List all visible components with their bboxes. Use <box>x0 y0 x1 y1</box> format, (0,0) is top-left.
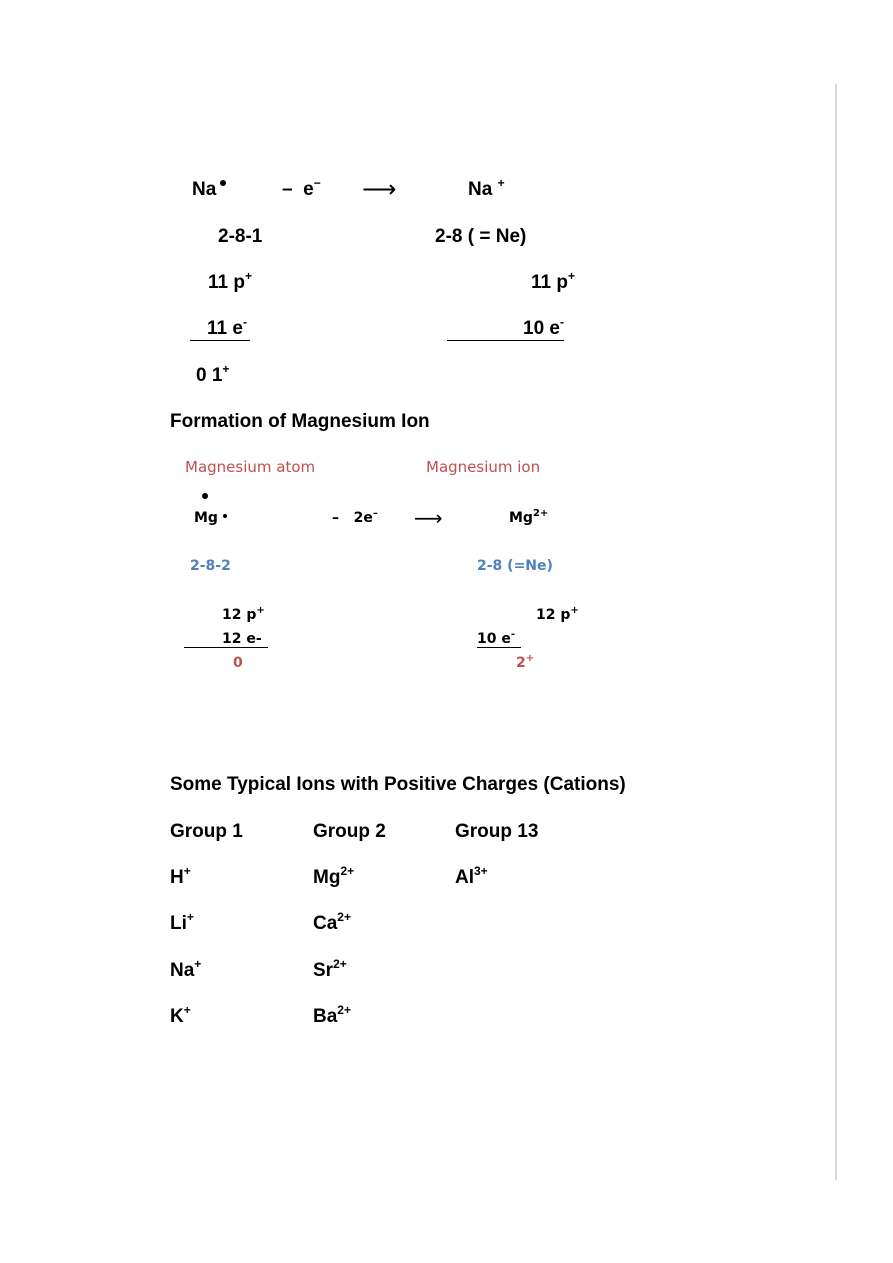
cation-mg: $Mg^{2+}$ <box>313 864 355 888</box>
magnesium-ion-label: Magnesium ion <box>426 458 541 476</box>
magnesium-heading: Formation of Magnesium Ion <box>170 411 430 432</box>
magnesium-ion-sum-line <box>477 647 521 648</box>
group-13-header: Group 13 <box>455 821 539 842</box>
sodium-ion-sum-line <box>447 340 564 341</box>
sodium-atom: Na <box>192 180 226 199</box>
valence-electron-dot <box>223 514 227 518</box>
magnesium-ion-electrons: 10 e- <box>477 629 516 647</box>
valence-electron-dot <box>220 180 226 186</box>
page-margin-line <box>835 84 837 1180</box>
sodium-atom-sum-line <box>190 340 250 341</box>
sodium-atom-config: 2-8-1 <box>218 226 263 247</box>
magnesium-minus-electrons: – 2e– <box>332 508 378 526</box>
cation-na: Na+ <box>170 957 202 981</box>
magnesium-atom-config: 2-8-2 <box>190 558 231 574</box>
magnesium-atom-label: Magnesium atom <box>185 458 316 476</box>
magnesium-atom-charge: 0 <box>233 655 243 671</box>
magnesium-ion-config: 2-8 (=Ne) <box>477 558 553 574</box>
cation-li: Li+ <box>170 910 194 934</box>
magnesium-atom: Mg <box>194 511 227 525</box>
cation-ca: $Ca^{2+}$ <box>313 910 351 934</box>
magnesium-atom-sum-line <box>184 647 268 648</box>
magnesium-ion-protons: 12 p+ <box>536 605 579 623</box>
cation-sr: $Sr^{2+}$ <box>313 957 347 981</box>
magnesium-atom-protons: 12 p+ <box>222 605 265 623</box>
cation-al: $Al^{3+}$ <box>455 864 488 888</box>
sodium-minus-electron: – e− <box>282 176 321 200</box>
valence-electron-dot <box>202 493 208 499</box>
sodium-ion: Na + <box>468 176 505 200</box>
reaction-arrow: ⟶ <box>362 176 397 203</box>
sodium-ion-protons: 11 p+ <box>531 269 575 293</box>
sodium-net-charges: 0 1+ <box>196 362 230 386</box>
cation-k: K+ <box>170 1003 191 1027</box>
sodium-atom-protons: 11 p+ <box>208 269 252 293</box>
sodium-ion-config: 2-8 ( = Ne) <box>435 226 527 247</box>
cations-title: Some Typical Ions with Positive Charges (Cations) <box>170 774 626 795</box>
magnesium-ion-charge: 2+ <box>516 653 535 671</box>
sodium-ion-electrons: 10 e- <box>523 315 564 339</box>
group-1-header: Group 1 <box>170 821 243 842</box>
cation-ba: $Ba^{2+}$ <box>313 1003 351 1027</box>
reaction-arrow: ⟶ <box>414 506 443 530</box>
group-2-header: Group 2 <box>313 821 386 842</box>
magnesium-ion: $Mg^{2+}$ <box>509 508 549 526</box>
magnesium-atom-electrons: 12 e- <box>222 631 262 647</box>
sodium-atom-electrons: 11 e- <box>207 315 247 339</box>
cation-h: H+ <box>170 864 191 888</box>
